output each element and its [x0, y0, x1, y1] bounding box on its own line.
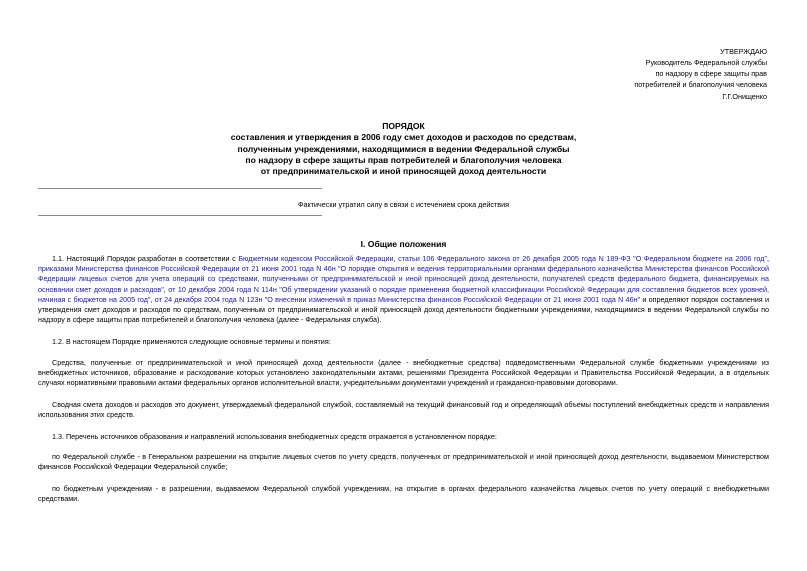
status-note: Фактически утратил силу в связи с истечением срока действия	[298, 200, 509, 209]
minfin-order-114n-link[interactable]: от 10 декабря 2004 года N 114н "Об утверждении указаний о порядке применения бюджетной классификации Российской Федерации для составления бюджетов всех уровней, начиная с бюджетов на 2005 год"	[38, 284, 769, 304]
approval-block	[634, 46, 767, 102]
document-title	[0, 121, 807, 178]
paragraph-text: по бюджетным учреждениям - в разрешении, выдаваемом Федеральной службой учреждениям, на открытие в органах федерального казначейства лицевых счетов по учету операций с внебюджетными средствами.	[38, 484, 769, 504]
divider-bottom	[38, 215, 322, 216]
paragraph-text: 1.3. Перечень источников образования и направлений использования внебюджетных средств отражается в установленном порядке:	[52, 432, 497, 441]
approval-line: УТВЕРЖДАЮ	[720, 47, 767, 56]
title-heading: ПОРЯДОК	[382, 121, 425, 131]
paragraph-1-3	[38, 432, 769, 442]
paragraph-text: Сводная смета доходов и расходов это документ, утверждаемый федеральной службой, составляемый на текущий финансовый год и определяющий объемы поступлений внебюджетных средств и направления использования этих средств.	[38, 400, 769, 420]
paragraph-text: Средства, полученные от предпринимательской и иной приносящей доход деятельности (далее - внебюджетные средства) подведомственными Федеральной службе бюджетными учреждениями из внебюджетных источников, образование и расходование которых установлено законодательными актами, решениями Президента Российской Федерации и Правительства Российской Федерации, а в отдельных случаях нормативными правовыми актами федеральных органов исполнительной власти, учредительными документами учреждений и гражданско-правовыми договорами.	[38, 358, 769, 388]
paragraph-text: и определяют порядок составления и утверждения смет доходов и расходов по средствам, полученным от предпринимательской и иной приносящей доход деятельности бюджетными учреждениями, находящимися в ведении Федеральной службы по надзору в сфере защиты прав потребителей и благополучия человека (далее - Федеральная служба).	[38, 294, 769, 325]
paragraph-budget-institutions	[38, 484, 769, 504]
title-line: составления и утверждения в 2006 году смет доходов и расходов по средствам,	[230, 132, 577, 143]
paragraph-funds-definition	[38, 358, 769, 389]
approval-line: по надзору в сфере защиты прав	[655, 69, 767, 79]
paragraph-text: ,	[163, 284, 169, 294]
section-heading: I. Общие положения	[360, 239, 447, 249]
minfin-order-46n-link[interactable]: приказами Министерства финансов Российской Федерации от 21 июня 2001 года N 46н "О порядке открытия и ведения территориальными органами федерального казначейства Министерства финансов Российской Федерации лицевых счетов для учета операций со средствами, полученными от предпринимательской и иной приносящей доход деятельности, получателей средств федерального бюджета, финансируемых на основании смет доходов и расходов"	[38, 264, 769, 294]
paragraph-text: 1.1. Настоящий Порядок разработан в соответствии с	[52, 254, 239, 263]
paragraph-text: ,	[150, 294, 155, 304]
paragraph-text: по Федеральной службе - в Генеральном разрешении на открытие лицевых счетов по учету средств, полученных от предпринимательской и иной приносящей доход деятельности, выдаваемом Министерством финансов Российской Федерации Федеральной службе;	[38, 452, 769, 472]
paragraph-1-1	[38, 254, 769, 326]
minfin-order-123n-link[interactable]: от 24 декабря 2004 года N 123н "О внесении изменений в приказ Министерства финансов Российской Федерации от 21 июня 2001 года N 46н"	[154, 294, 641, 304]
paragraph-federal-service	[38, 452, 769, 472]
title-line: по надзору в сфере защиты прав потребителей и благополучия человека	[245, 155, 562, 166]
divider-top	[38, 188, 322, 189]
paragraph-text: 1.2. В настоящем Порядке применяются следующие основные термины и понятия:	[52, 337, 331, 346]
title-line: от предпринимательской и иной приносящей доход деятельности	[260, 166, 547, 177]
paragraph-summary-estimate	[38, 400, 769, 420]
paragraph-text: ,	[767, 254, 770, 263]
approval-line: Руководитель Федеральной службы	[645, 58, 767, 68]
paragraph-text: ,	[393, 254, 399, 263]
paragraph-1-2	[38, 337, 769, 347]
approval-line: Г.Г.Онищенко	[722, 91, 767, 101]
budget-code-link[interactable]: Бюджетным кодексом Российской Федерации	[238, 254, 394, 263]
federal-law-link[interactable]: статьи 106 Федерального закона от 26 декабря 2005 года N 189-ФЗ "О Федеральном бюджете на 2006 год"	[398, 254, 768, 263]
approval-line: потребителей и благополучия человека	[634, 80, 767, 90]
title-line: полученным учреждениями, находящимися в ведении Федеральной службы	[237, 143, 570, 154]
